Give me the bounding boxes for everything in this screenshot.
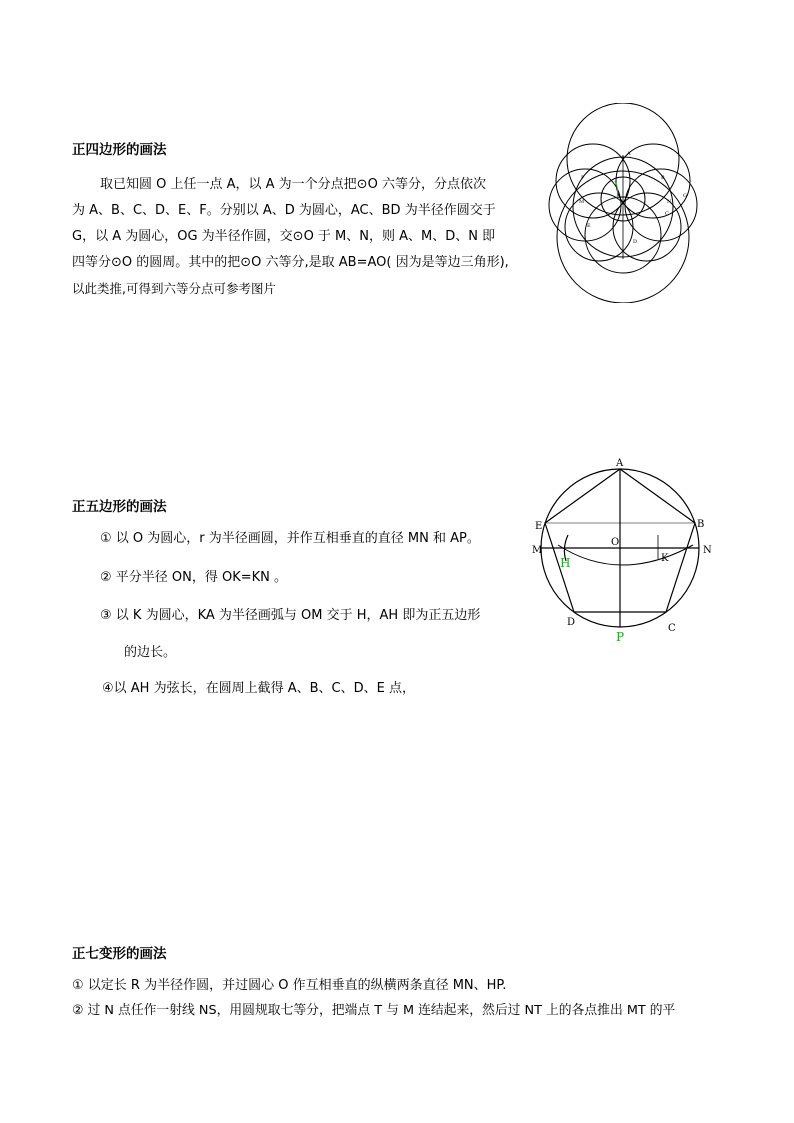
circle-upper-left xyxy=(556,144,630,218)
label-e: E xyxy=(587,223,591,229)
step-line: ① 以定长 R 为半径作圆，并过圆心 O 作互相垂直的纵横两条直径 MN、HP. xyxy=(72,978,507,993)
label-m: M xyxy=(532,545,543,556)
label-h: H xyxy=(560,556,571,570)
paragraph-line: G，以 A 为圆心，OG 为半径作圆，交⊙O 于 M、N，则 A、M、D、N 即 xyxy=(72,229,496,244)
label-b: B xyxy=(661,175,665,181)
label-d: D xyxy=(633,239,638,245)
label-m: M xyxy=(579,199,585,205)
label-a: A xyxy=(627,151,631,157)
paragraph-line: 取已知圆 O 上任一点 A，以 A 为一个分点把⊙O 六等分，分点依次 xyxy=(100,177,486,192)
label-k: K xyxy=(661,553,669,564)
label-g: G xyxy=(683,193,687,199)
paragraph-line: 以此类推,可得到六等分点可参考图片 xyxy=(72,281,276,296)
heading-heptagon: 正七变形的画法 xyxy=(72,946,167,962)
paragraph-line: 为 A、B、C、D、E、F。分别以 A、D 为圆心，AC、BD 为半径作圆交于 xyxy=(72,203,496,218)
label-c: C xyxy=(665,211,669,217)
heading-pentagon: 正五边形的画法 xyxy=(72,499,167,515)
label-b: B xyxy=(697,519,705,530)
label-p: P xyxy=(616,630,625,644)
pentagon-construction-figure xyxy=(528,455,718,645)
step-line: ② 过 N 点任作一射线 NS，用圆规取七等分，把端点 T 与 M 连结起来，然后过 NT 上的各点推出 MT 的平 xyxy=(72,1003,676,1018)
label-n: N xyxy=(667,199,672,205)
label-e: E xyxy=(535,521,543,532)
step-line: ④以 AH 为弦长，在圆周上截得 A、B、C、D、E 点， xyxy=(102,681,415,696)
step-line: ③ 以 K 为圆心，KA 为半径画弧与 OM 交于 H，AH 即为正五边形 xyxy=(100,608,481,623)
label-d: D xyxy=(567,617,576,628)
label-c: C xyxy=(668,623,676,634)
step-line: 的边长。 xyxy=(124,645,177,660)
label-f: F xyxy=(581,175,585,181)
label-n: N xyxy=(703,545,712,556)
step-line: ② 平分半径 ON，得 OK=KN 。 xyxy=(100,570,288,585)
step-line: ① 以 O 为圆心，r 为半径画圆，并作互相垂直的直径 MN 和 AP。 xyxy=(100,531,480,546)
label-a: A xyxy=(616,458,624,469)
label-o: O xyxy=(611,537,620,548)
paragraph-line: 四等分⊙O 的圆周。其中的把⊙O 六等分,是取 AB=AO( 因为是等边三角形), xyxy=(72,255,509,270)
heading-square: 正四边形的画法 xyxy=(72,142,167,158)
square-construction-figure xyxy=(545,103,705,303)
